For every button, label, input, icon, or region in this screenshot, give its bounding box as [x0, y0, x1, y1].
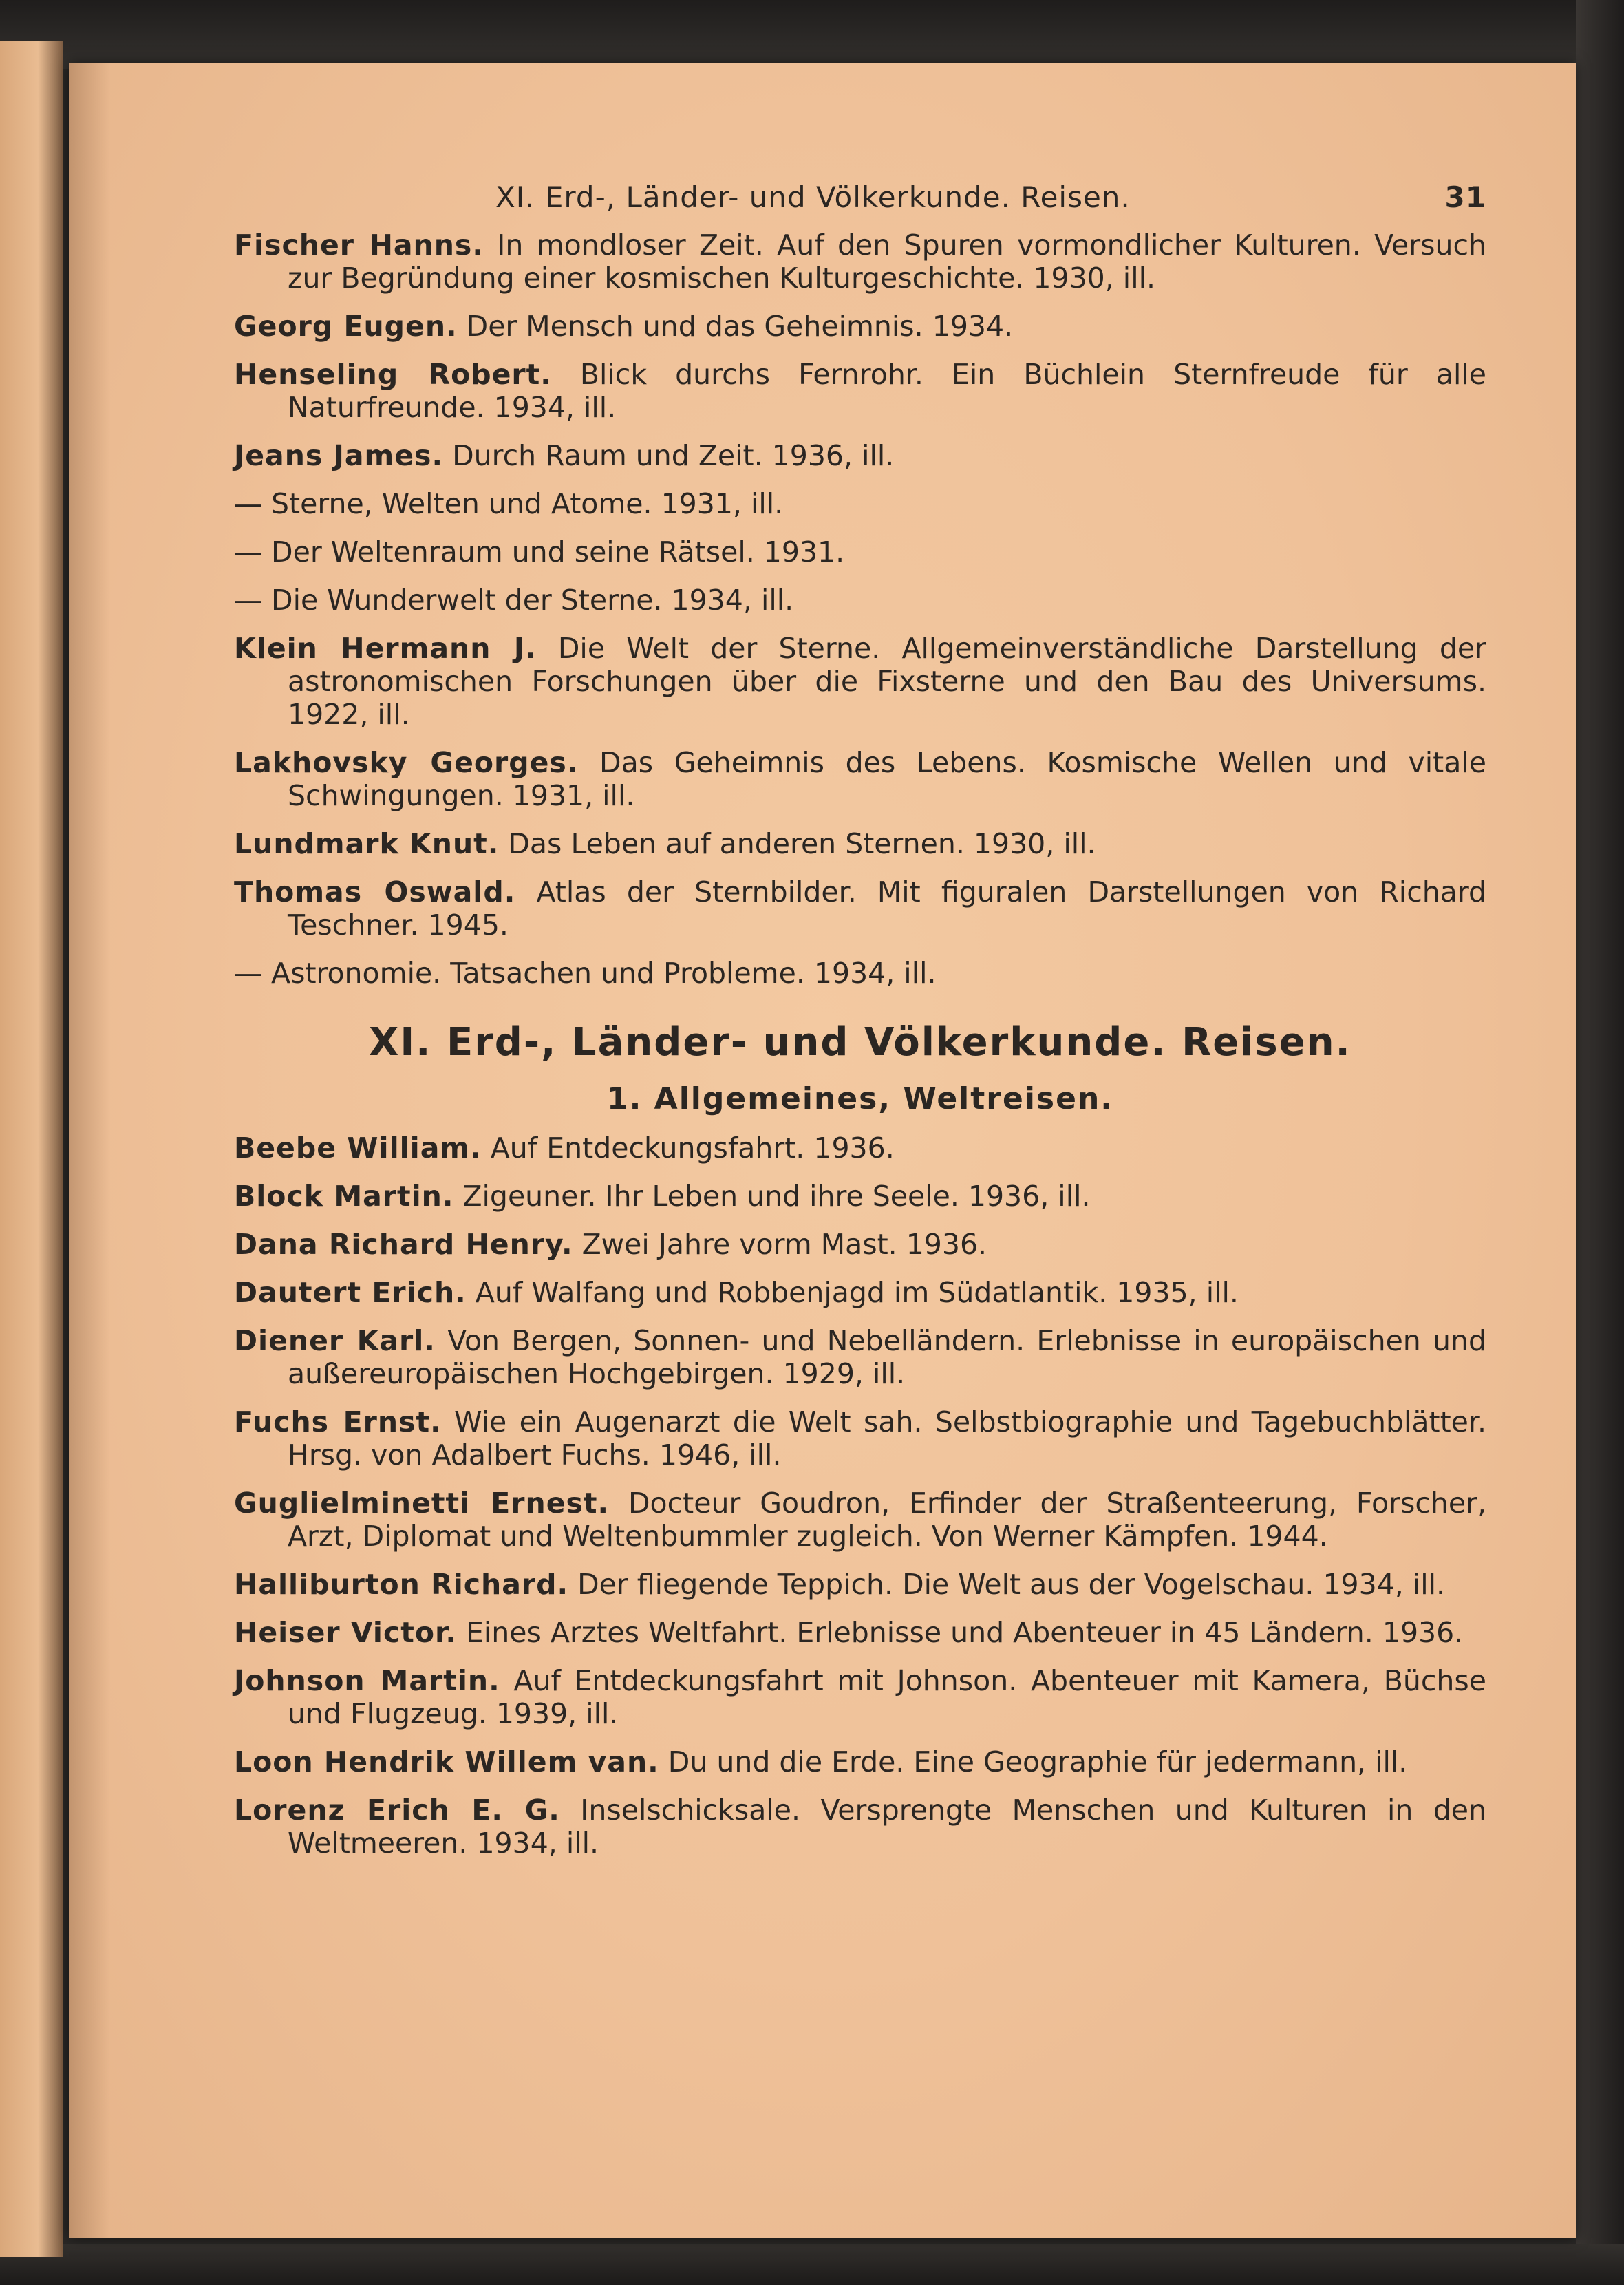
entry-author: Henseling Robert.	[234, 358, 552, 391]
entry-text: Du und die Erde. Eine Geographie für jedermann, ill.	[659, 1745, 1408, 1778]
entry-text: Das Leben auf anderen Sternen. 1930, ill.	[499, 827, 1096, 860]
bibliography-entry	[234, 1405, 1486, 1471]
bibliography-entry	[234, 632, 1486, 731]
bibliography-entry	[234, 1131, 1486, 1165]
running-head-title: XI. Erd-, Länder- und Völkerkunde. Reisen.	[495, 180, 1131, 214]
entry-author: Diener Karl.	[234, 1324, 436, 1357]
entry-text: — Astronomie. Tatsachen und Probleme. 1934, ill.	[234, 957, 937, 990]
bibliography-entry	[234, 1487, 1486, 1553]
running-head	[234, 180, 1486, 228]
entry-text: Wie ein Augenarzt die Welt sah. Selbstbiographie und Tagebuchblätter. Hrsg. von Adalbert Fuchs. 1946, ill.	[288, 1405, 1486, 1471]
entry-author: Lakhovsky Georges.	[234, 746, 579, 779]
entry-text: Inselschicksale. Versprengte Menschen und Kulturen in den Weltmeeren. 1934, ill.	[288, 1794, 1487, 1860]
entry-text: Zigeuner. Ihr Leben und ihre Seele. 1936, ill.	[453, 1180, 1091, 1213]
entry-author: Fischer Hanns.	[234, 228, 484, 262]
entry-author: Heiser Victor.	[234, 1616, 457, 1649]
entry-author: Thomas Oswald.	[234, 875, 516, 908]
entry-author: Johnson Martin.	[234, 1664, 500, 1697]
entry-text: Auf Walfang und Robbenjagd im Südatlantik. 1935, ill.	[466, 1276, 1239, 1309]
entry-text: Das Geheimnis des Lebens. Kosmische Wellen und vitale Schwingungen. 1931, ill.	[288, 746, 1486, 812]
bibliography-entry	[234, 535, 1486, 568]
bibliography-entry	[234, 439, 1486, 472]
bibliography-entry	[234, 1228, 1486, 1261]
bibliography-entry	[234, 1745, 1486, 1778]
entry-text: In mondloser Zeit. Auf den Spuren vormondlicher Kulturen. Versuch zur Begründung einer kosmischen Kulturgeschichte. 1930, ill.	[288, 228, 1486, 295]
bibliography-entry	[234, 1794, 1486, 1860]
entry-author: Lundmark Knut.	[234, 827, 500, 860]
entry-author: Fuchs Ernst.	[234, 1405, 442, 1438]
entry-text: Docteur Goudron, Erfinder der Straßenteerung, Forscher, Arzt, Diplomat und Weltenbummler zugleich. Von Werner Kämpfen. 1944.	[288, 1487, 1486, 1553]
entry-text: Blick durchs Fernrohr. Ein Büchlein Sternfreude für alle Naturfreunde. 1934, ill.	[288, 358, 1486, 424]
bibliography-entry	[234, 875, 1486, 942]
bibliography-entry	[234, 310, 1486, 343]
bibliography-list-astronomy	[234, 228, 1486, 990]
entry-text: Auf Entdeckungsfahrt. 1936.	[481, 1131, 895, 1165]
entry-text: Zwei Jahre vorm Mast. 1936.	[573, 1228, 987, 1261]
bibliography-entry	[234, 1664, 1486, 1730]
entry-author: Halliburton Richard.	[234, 1568, 569, 1601]
bibliography-entry	[234, 228, 1486, 295]
bibliography-entry	[234, 1276, 1486, 1309]
entry-author: Georg Eugen.	[234, 310, 458, 343]
book-page	[69, 63, 1576, 2238]
entry-text: Von Bergen, Sonnen- und Nebelländern. Erlebnisse in europäischen und außereuropäischen Hochgebirgen. 1929, ill.	[288, 1324, 1486, 1390]
bibliography-entry	[234, 827, 1486, 860]
entry-text: — Der Weltenraum und seine Rätsel. 1931.	[234, 535, 845, 568]
bibliography-entry	[234, 487, 1486, 520]
entry-author: Dana Richard Henry.	[234, 1228, 573, 1261]
spine-shadow	[69, 63, 110, 2238]
page-content	[234, 180, 1486, 1875]
previous-page-edge	[0, 41, 63, 2257]
book-cover-right	[1576, 0, 1624, 2285]
bibliography-entry	[234, 746, 1486, 812]
entry-author: Loon Hendrik Willem van.	[234, 1745, 659, 1778]
section-heading: XI. Erd-, Länder- und Völkerkunde. Reisen.	[369, 1020, 1351, 1065]
entry-author: Guglielminetti Ernest.	[234, 1487, 610, 1520]
bibliography-entry	[234, 584, 1486, 617]
bibliography-entry	[234, 1616, 1486, 1649]
entry-text: Atlas der Sternbilder. Mit figuralen Darstellungen von Richard Teschner. 1945.	[288, 875, 1487, 942]
bibliography-entry	[234, 1324, 1486, 1390]
book-cover-bottom	[0, 2244, 1624, 2285]
entry-author: Lorenz Erich E. G.	[234, 1794, 560, 1827]
entry-text: Der fliegende Teppich. Die Welt aus der Vogelschau. 1934, ill.	[568, 1568, 1446, 1601]
entry-text: Die Welt der Sterne. Allgemeinverständliche Darstellung der astronomischen Forschungen über die Fixsterne und den Bau des Universums. 1922, ill.	[288, 632, 1486, 731]
bibliography-entry	[234, 957, 1486, 990]
entry-author: Block Martin.	[234, 1180, 454, 1213]
entry-text: — Sterne, Welten und Atome. 1931, ill.	[234, 487, 784, 520]
entry-text: Eines Arztes Weltfahrt. Erlebnisse und Abenteuer in 45 Ländern. 1936.	[456, 1616, 1464, 1649]
entry-text: Durch Raum und Zeit. 1936, ill.	[443, 439, 895, 472]
bibliography-entry	[234, 1568, 1486, 1601]
bibliography-list-travel	[234, 1131, 1486, 1860]
entry-text: Auf Entdeckungsfahrt mit Johnson. Abenteuer mit Kamera, Büchse und Flugzeug. 1939, ill.	[288, 1664, 1487, 1730]
subsection-heading: 1. Allgemeines, Weltreisen.	[607, 1081, 1113, 1116]
page-number: 31	[1444, 180, 1486, 214]
book-cover-top	[0, 0, 1624, 69]
entry-author: Jeans James.	[234, 439, 444, 472]
bibliography-entry	[234, 358, 1486, 424]
entry-author: Beebe William.	[234, 1131, 482, 1165]
bibliography-entry	[234, 1180, 1486, 1213]
entry-author: Klein Hermann J.	[234, 632, 537, 665]
entry-text: — Die Wunderwelt der Sterne. 1934, ill.	[234, 584, 794, 617]
entry-text: Der Mensch und das Geheimnis. 1934.	[457, 310, 1014, 343]
entry-author: Dautert Erich.	[234, 1276, 467, 1309]
